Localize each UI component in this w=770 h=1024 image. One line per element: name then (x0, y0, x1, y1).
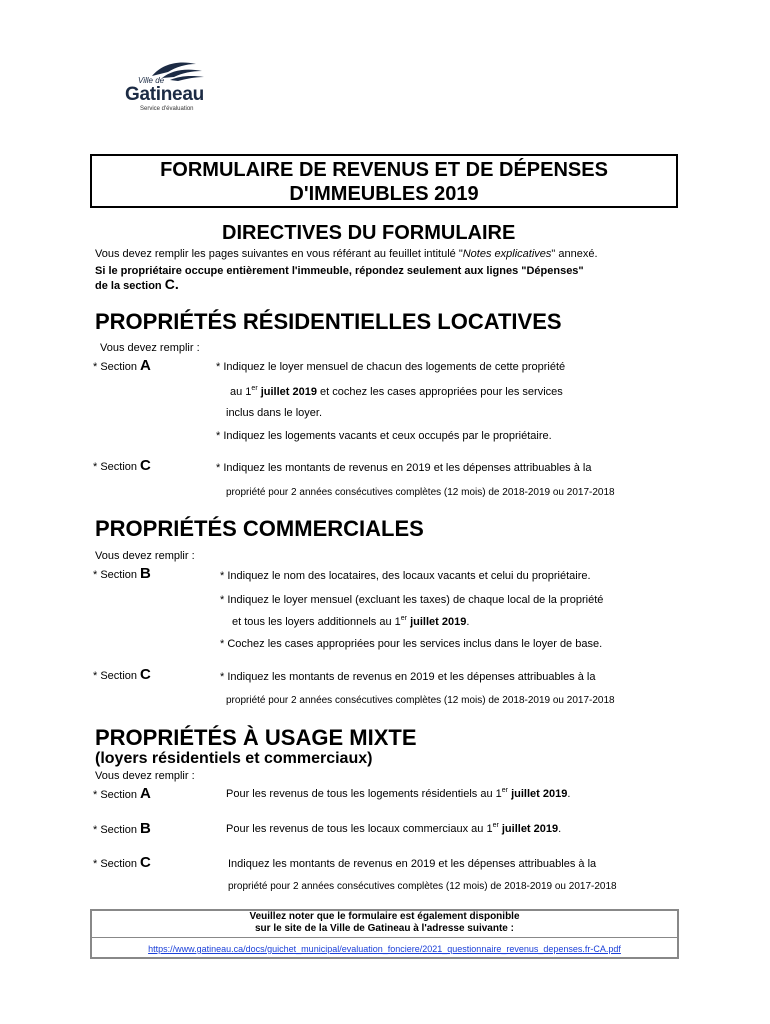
mixed-section-a-label: * Section A (93, 785, 151, 802)
directives-line2: Si le propriétaire occupe entièrement l'immeuble, répondez seulement aux lignes "Dépenses" (95, 265, 584, 277)
commercial-section-c-label: * Section C (93, 666, 151, 683)
commercial-intro: Vous devez remplir : (95, 550, 195, 562)
residential-a-line4: * Indiquez les logements vacants et ceux occupés par le propriétaire. (216, 430, 552, 442)
mixed-b-line1: Pour les revenus de tous les locaux commerciaux au 1er juillet 2019. (226, 822, 562, 835)
ville-de-gatineau-logo (120, 58, 230, 118)
residential-c-line1: * Indiquez les montants de revenus en 2019 et les dépenses attribuables à la (216, 462, 592, 474)
residential-a-line2: au 1er juillet 2019 et cochez les cases appropriées pour les services (230, 385, 563, 398)
commercial-b-line1: * Indiquez le nom des locataires, des locaux vacants et celui du propriétaire. (220, 570, 591, 582)
mixed-section-c-label: * Section C (93, 854, 151, 871)
notice-line2: sur le site de la Ville de Gatineau à l'adresse suivante : (255, 923, 514, 934)
mixed-a-line1: Pour les revenus de tous les logements résidentiels au 1er juillet 2019. (226, 787, 571, 800)
mixed-section-b-label: * Section B (93, 820, 151, 837)
directives-heading: DIRECTIVES DU FORMULAIRE (222, 222, 516, 244)
notice-line1: Veuillez noter que le formulaire est également disponible (249, 911, 520, 922)
form-download-link[interactable]: https://www.gatineau.ca/docs/guichet_municipal/evaluation_fonciere/2021_questionnaire_revenus_depenses.fr-CA.pdf (148, 944, 621, 954)
residential-section-c-label: * Section C (93, 457, 151, 474)
commercial-b-line3: et tous les loyers additionnels au 1er juillet 2019. (232, 615, 470, 628)
notice-divider (92, 937, 677, 938)
residential-intro: Vous devez remplir : (100, 342, 200, 354)
residential-c-line2: propriété pour 2 années consécutives complètes (12 mois) de 2018-2019 ou 2017-2018 (226, 487, 615, 498)
residential-section-a-label: * Section A (93, 357, 151, 374)
mixed-c-line1: Indiquez les montants de revenus en 2019 et les dépenses attribuables à la (228, 858, 597, 870)
mixed-c-line2: propriété pour 2 années consécutives complètes (12 mois) de 2018-2019 ou 2017-2018 (228, 881, 617, 892)
commercial-b-line4: * Cochez les cases appropriées pour les services inclus dans le loyer de base. (220, 638, 603, 650)
commercial-b-line2: * Indiquez le loyer mensuel (excluant les taxes) de chaque local de la propriété (220, 594, 604, 606)
form-title-box (90, 154, 678, 208)
form-title-line1: FORMULAIRE DE REVENUS ET DE DÉPENSES (160, 159, 608, 181)
logo-name: Gatineau (125, 84, 204, 105)
commercial-c-line2: propriété pour 2 années consécutives complètes (12 mois) de 2018-2019 ou 2017-2018 (226, 695, 615, 706)
logo-top-text: Ville de (138, 76, 165, 85)
commercial-section-b-label: * Section B (93, 565, 151, 582)
directives-line3: de la section C. (95, 276, 179, 292)
mixed-heading: PROPRIÉTÉS À USAGE MIXTE (95, 725, 417, 750)
residential-heading: PROPRIÉTÉS RÉSIDENTIELLES LOCATIVES (95, 309, 562, 334)
residential-a-line3: inclus dans le loyer. (226, 407, 322, 419)
mixed-intro: Vous devez remplir : (95, 770, 195, 782)
form-title-line2: D'IMMEUBLES 2019 (289, 183, 479, 205)
mixed-subheading: (loyers résidentiels et commerciaux) (95, 750, 373, 767)
logo-subtitle: Service d'évaluation (140, 106, 194, 112)
residential-a-line1: * Indiquez le loyer mensuel de chacun des logements de cette propriété (216, 361, 566, 373)
directives-line1: Vous devez remplir les pages suivantes en vous référant au feuillet intitulé "Notes explicatives" annexé. (95, 248, 598, 260)
commercial-heading: PROPRIÉTÉS COMMERCIALES (95, 516, 424, 541)
commercial-c-line1: * Indiquez les montants de revenus en 2019 et les dépenses attribuables à la (220, 671, 596, 683)
availability-notice-box (90, 909, 679, 959)
